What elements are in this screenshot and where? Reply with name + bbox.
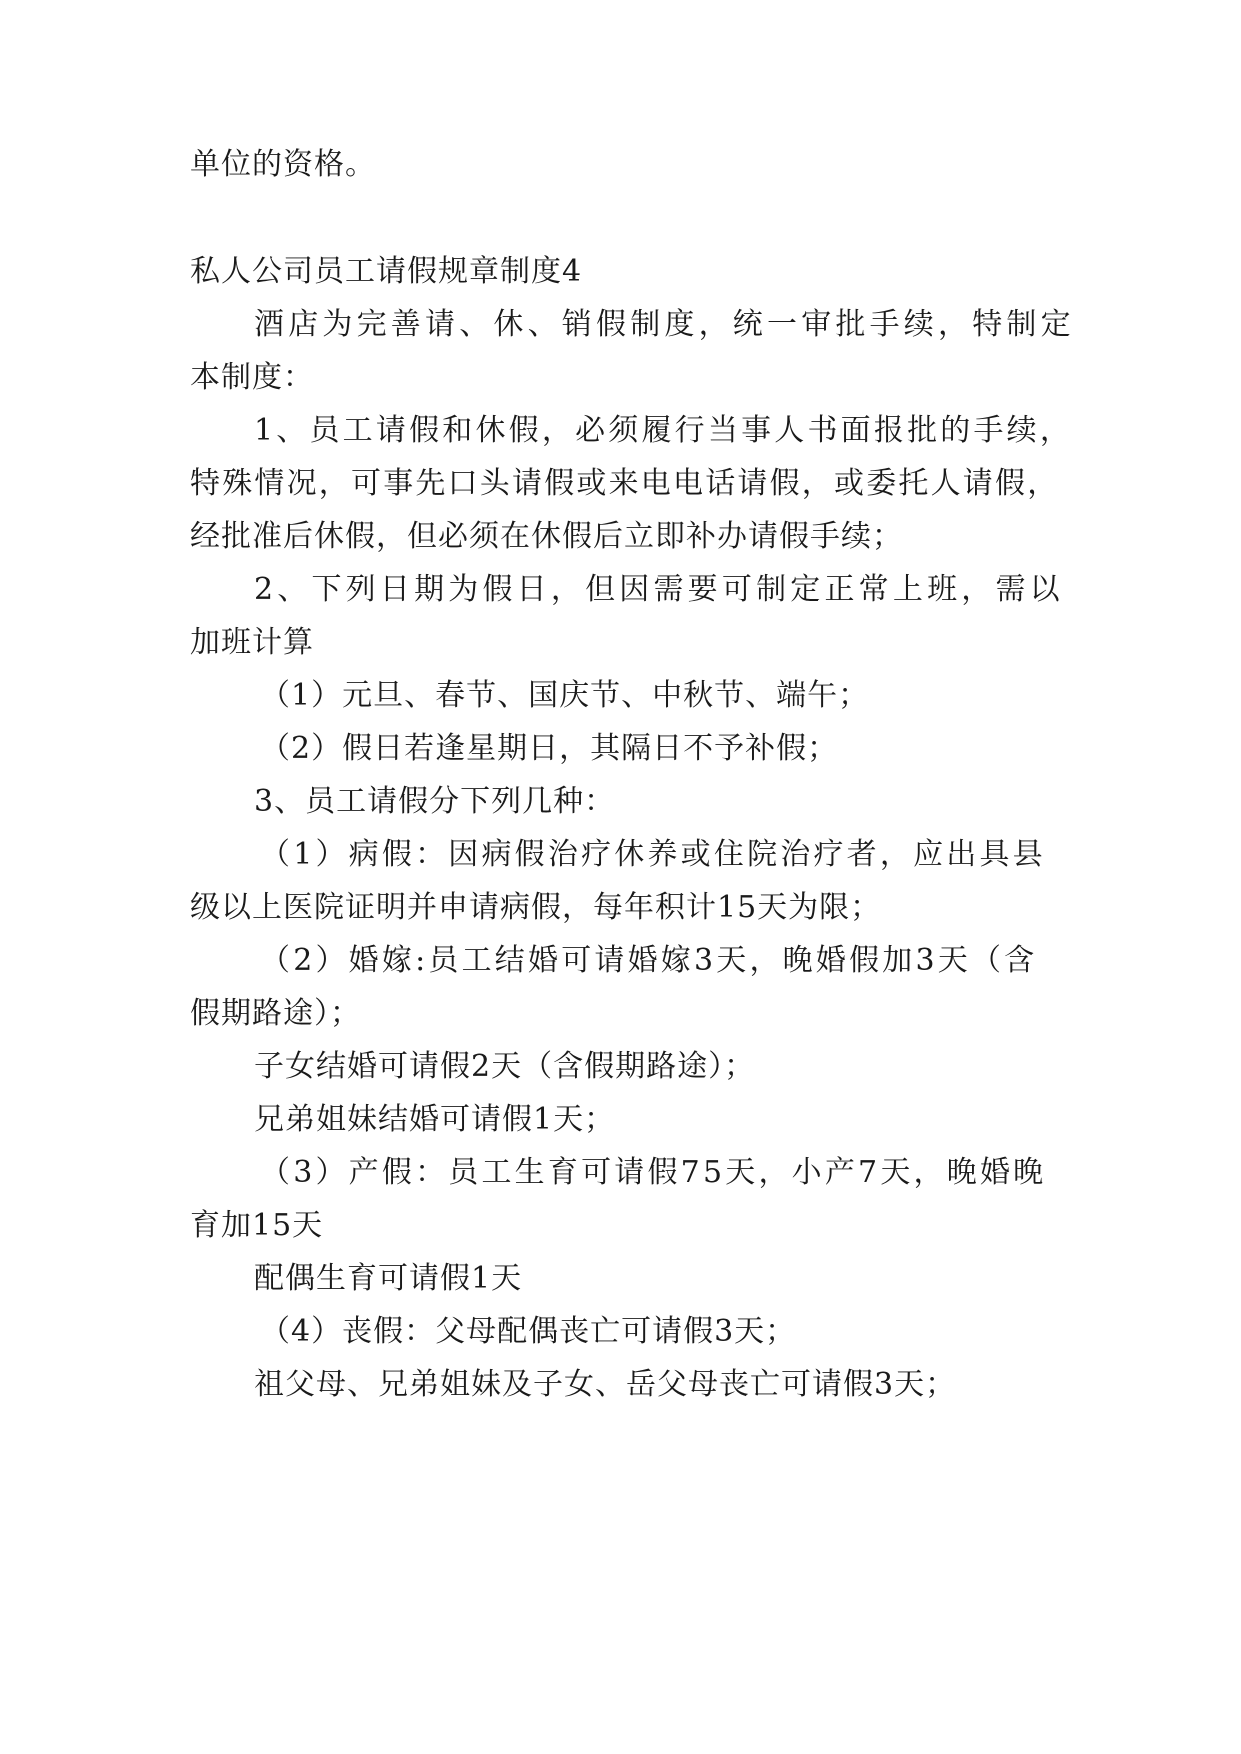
- text-line: 特殊情况，可事先口头请假或来电电话请假，或委托人请假，: [190, 466, 1060, 501]
- section-title: 私人公司员工请假规章制度4: [190, 254, 583, 289]
- text-line: 3、员工请假分下列几种：: [254, 784, 616, 819]
- text-line: 祖父母、兄弟姐妹及子女、岳父母丧亡可请假3天；: [254, 1367, 957, 1402]
- text-line: 酒店为完善请、休、销假制度，统一审批手续，特制定: [254, 307, 1075, 342]
- list-item: （2）婚嫁:员工结婚可请婚嫁3天，晚婚假加3天（含: [260, 943, 1038, 978]
- text-line: 经批准后休假，但必须在休假后立即补办请假手续；: [190, 519, 903, 554]
- list-item: （1）病假：因病假治疗休养或住院治疗者，应出具县: [260, 837, 1046, 872]
- text-line: 育加15天: [190, 1208, 324, 1243]
- text-line: 2、下列日期为假日，但因需要可制定正常上班，需以: [254, 572, 1064, 607]
- list-item: （3）产假：员工生育可请假75天，小产7天，晚婚晚: [260, 1155, 1047, 1190]
- text-line: 单位的资格。: [190, 147, 376, 182]
- text-line: 配偶生育可请假1天: [254, 1261, 523, 1296]
- text-line: 加班计算: [190, 625, 314, 660]
- text-line: 子女结婚可请假2天（含假期路途）；: [254, 1049, 756, 1084]
- text-line: 假期路途）；: [190, 996, 361, 1031]
- list-item: （2）假日若逢星期日，其隔日不予补假；: [260, 731, 839, 766]
- text-line: 本制度：: [190, 360, 314, 395]
- list-item: （1）元旦、春节、国庆节、中秋节、端午；: [260, 678, 870, 713]
- text-line: 1、员工请假和休假，必须履行当事人书面报批的手续，: [254, 413, 1074, 448]
- text-line: 兄弟姐妹结婚可请假1天；: [254, 1102, 616, 1137]
- text-line: 级以上医院证明并申请病假，每年积计15天为限；: [190, 890, 882, 925]
- list-item: （4）丧假：父母配偶丧亡可请假3天；: [260, 1314, 797, 1349]
